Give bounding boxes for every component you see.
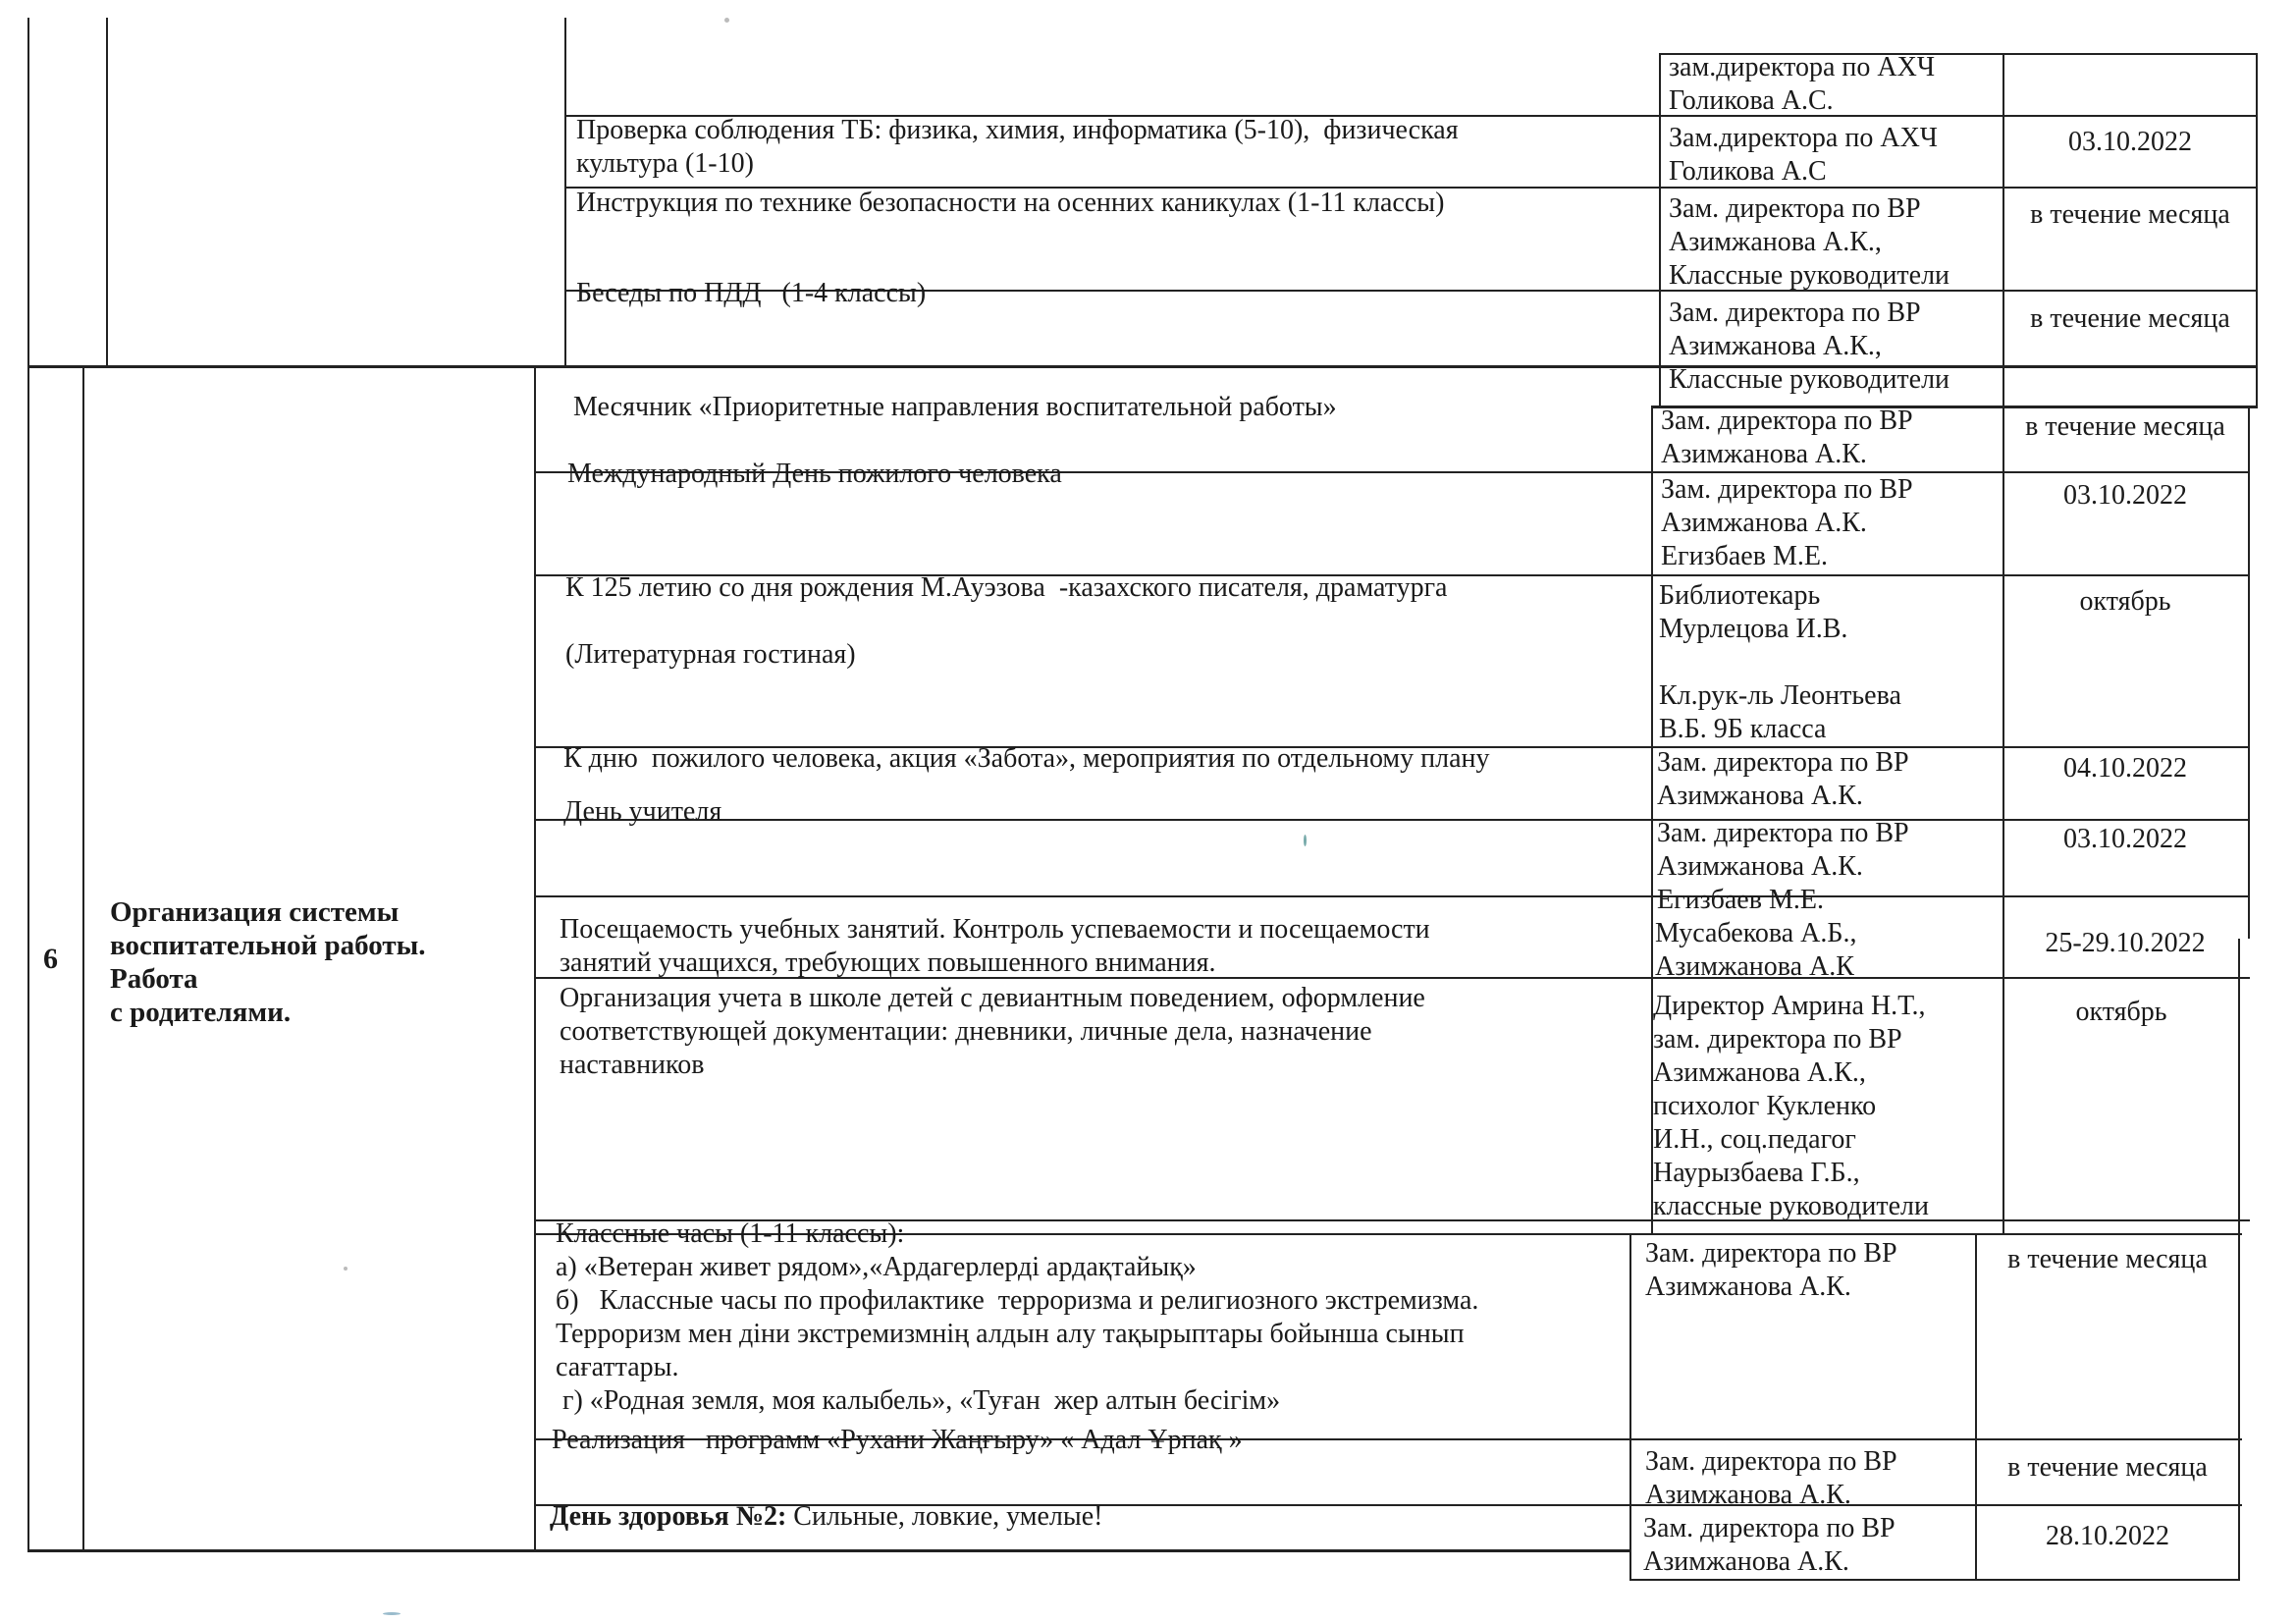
task-cell: Организация учета в школе детей с девиантным поведением, оформление соответствующей документации: дневники, личные дела, назначение наставников: [560, 983, 1425, 1080]
resp-cell: Директор Амрина Н.Т., зам. директора по ВР Азимжанова А.К., психолог Кукленко И.Н., соц.педагог Наурызбаева Г.Б., классные руководители: [1653, 991, 1929, 1221]
date-cell: 04.10.2022: [2063, 753, 2187, 784]
task-cell: Посещаемость учебных занятий. Контроль успеваемости и посещаемости занятий учащихся, требующих повышенного внимания.: [560, 914, 1430, 978]
task-cell: Проверка соблюдения ТБ: физика, химия, информатика (5-10), физическая культура (1-10): [576, 115, 1459, 179]
resp-cell: Зам. директора по ВР Азимжанова А.К.: [1661, 406, 1913, 469]
task-cell: Классные часы (1-11 классы): а) «Ветеран живет рядом»,«Ардагерлерді ардақтайық» б) Классные часы по профилактике терроризма и религиозного экстремизма. Терроризм мен діни экстремизмнің алдын алу тақырыптары бойынша сынып сағаттары. г) «Родная земля, моя калыбель», «Туған жер алтын бесігім»: [556, 1218, 1479, 1416]
date-cell: 03.10.2022: [2068, 127, 2192, 157]
task-cell: [550, 1500, 1626, 1534]
scan-speck: [1304, 835, 1307, 846]
task-cell: Инструкция по технике безопасности на осенних каникулах (1-11 классы): [576, 188, 1445, 218]
date-cell: в течение месяца: [2007, 1244, 2208, 1274]
number-column-divider: [106, 18, 108, 366]
table-border-right: [2248, 406, 2250, 939]
table-border-right: [2238, 939, 2240, 1581]
resp-cell: Зам. директора по ВР Азимжанова А.К.: [1645, 1238, 1897, 1302]
resp-cell: Зам.директора по АХЧ Голикова А.С: [1669, 123, 1938, 187]
resp-cell: Зам. директора по ВР Азимжанова А.К. Егизбаев М.Е.: [1657, 818, 1909, 915]
resp-cell: Зам. директора по ВР Азимжанова А.К. Егизбаев М.Е.: [1661, 474, 1913, 571]
resp-cell: Зам. директора по ВР Азимжанова А.К.: [1657, 747, 1909, 811]
table-border-right: [2256, 53, 2258, 406]
task-bold-label: День здоровья №2:: [550, 1501, 787, 1532]
resp-cell: Зам. директора по ВР Азимжанова А.К., Классные руководители: [1669, 193, 1950, 291]
resp-cell: Зам. директора по ВР Азимжанова А.К.: [1645, 1446, 1897, 1510]
date-cell: 25-29.10.2022: [2045, 928, 2206, 958]
task-cell: К 125 летию со дня рождения М.Ауэзова -казахского писателя, драматурга (Литературная гостиная): [565, 572, 1448, 670]
table-border-left: [27, 18, 29, 1551]
row-number: 6: [43, 943, 58, 975]
task-cell: День учителя: [563, 796, 722, 827]
date-cell: в течение месяца: [2025, 411, 2225, 442]
resp-column-divider: [1659, 53, 1661, 406]
scan-speck: [724, 18, 729, 23]
task-cell: К дню пожилого человека, акция «Забота», мероприятия по отдельному плану: [563, 743, 1490, 774]
number-column-divider: [82, 366, 84, 1551]
task-cell: Беседы по ПДД (1-4 классы): [576, 278, 927, 308]
date-cell: в течение месяца: [2030, 303, 2230, 334]
scan-speck: [344, 1267, 347, 1271]
date-cell: 28.10.2022: [2046, 1521, 2169, 1551]
task-cell: Месячник «Приоритетные направления воспитательной работы»: [573, 392, 1337, 422]
row-line: [534, 895, 2250, 897]
resp-cell: Мусабекова А.Б., Азимжанова А.К: [1655, 918, 1857, 982]
date-cell: октябрь: [2079, 586, 2171, 617]
resp-cell: Зам. директора по ВР Азимжанова А.К., Классные руководители: [1669, 298, 1950, 395]
section-title: Организация системы воспитательной работы. Работа с родителями.: [110, 896, 426, 1028]
resp-cell: Библиотекарь Мурлецова И.В. Кл.рук-ль Леонтьева В.Б. 9Б класса: [1659, 580, 1901, 744]
task-cell: Реализация программ «Рухани Жаңғыру» « Адал Ұрпақ »: [552, 1425, 1243, 1455]
resp-cell: Зам. директора по ВР Азимжанова А.К.: [1643, 1513, 1896, 1577]
date-cell: октябрь: [2075, 997, 2167, 1027]
table-border-bottom: [1629, 1579, 2240, 1581]
date-cell: в течение месяца: [2007, 1452, 2208, 1483]
task-text: Сильные, ловкие, умелые!: [786, 1501, 1103, 1532]
section-column-divider: [534, 366, 536, 1551]
date-cell: 03.10.2022: [2063, 824, 2187, 854]
date-cell: 03.10.2022: [2063, 480, 2187, 511]
date-cell: в течение месяца: [2030, 199, 2230, 230]
scan-speck: [383, 1612, 400, 1615]
task-cell: Международный День пожилого человека: [567, 459, 1062, 489]
table-border-bottom: [27, 1549, 1629, 1552]
resp-cell: зам.директора по АХЧ Голикова А.С.: [1669, 52, 1936, 116]
section-column-divider: [564, 18, 566, 366]
